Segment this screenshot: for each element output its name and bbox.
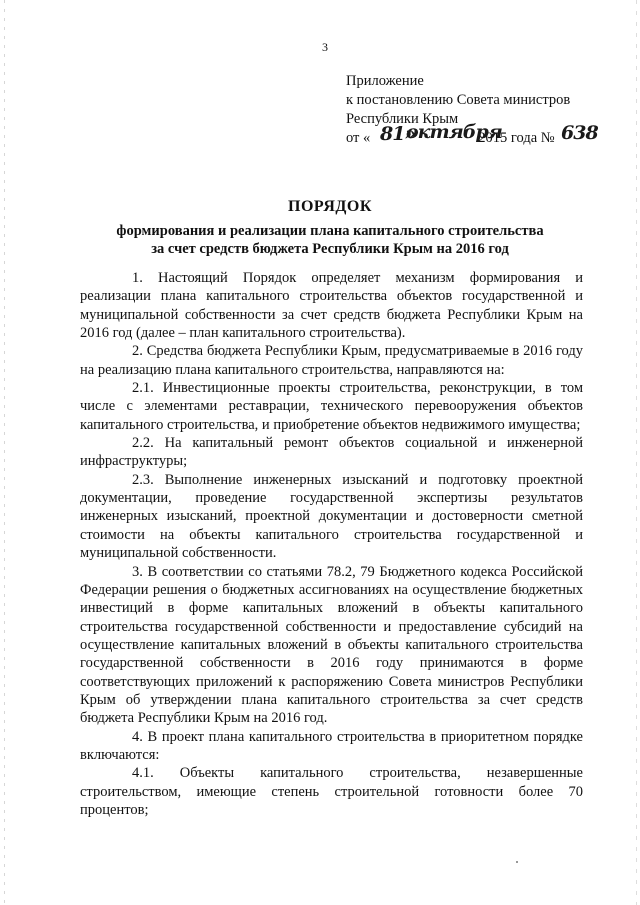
date-prefix: от « [346,130,371,146]
handwritten-month: октября [406,121,502,143]
paragraph-2-3: 2.3. Выполнение инженерных изысканий и подготовку проектной документации, проведение государственной экспертизы результатов инженерных изысканий, проектной документации и достоверности сметной стоимости на объекты капитального строительства государственной и муниципальной собственности. [80,471,583,562]
appendix-line-3: Республики Крым [346,111,459,127]
handwritten-day: 81» [380,123,416,145]
document-title [80,198,580,258]
appendix-header [346,72,598,148]
title-line-1: формирования и реализации плана капитального строительства [116,223,544,239]
handwritten-number: 638 [561,122,598,144]
appendix-line-1: Приложение [346,73,424,89]
scan-edge-left [4,0,5,905]
title-main: ПОРЯДОК [288,198,372,215]
appendix-date-line [346,121,598,148]
page-number: 3 [322,40,328,54]
paragraph-4-1: 4.1. Объекты капитального строительства, незавершенные строительством, имеющие степень строительной готовности более 70 процентов; [80,765,583,818]
scan-speck [516,861,518,863]
paragraph-2: 2. Средства бюджета Республики Крым, предусматриваемые в 2016 году на реализацию плана капитального строительства, направляются на: [80,343,583,378]
document-body [80,269,583,819]
date-year: 2015 года № [478,130,555,146]
appendix-line-2: к постановлению Совета министров [346,92,571,108]
paragraph-1: 1. Настоящий Порядок определяет механизм формирования и реализации плана капитального строительства объектов государственной и муниципальной собственности за счет средств бюджета Республики Крым на 2016 год (далее – план капитального строительства). [80,270,583,342]
scan-edge-right [636,0,637,905]
paragraph-2-2: 2.2. На капитальный ремонт объектов социальной и инженерной инфраструктуры; [80,435,583,470]
paragraph-2-1: 2.1. Инвестиционные проекты строительства, реконструкции, в том числе с элементами реставрации, технического перевооружения объектов капитального строительства, и приобретение объектов недвижимого имущества; [80,380,583,433]
paragraph-4: 4. В проект плана капитального строительства в приоритетном порядке включаются: [80,728,583,763]
paragraph-3: 3. В соответствии со статьями 78.2, 79 Бюджетного кодекса Российской Федерации решения о бюджетных ассигнованиях на осуществление бюджетных инвестиций в форме капитальных вложений в объекты капитального строительства государственной собственности и предоставление субсидий на осуществление капитальных вложений в объекты капитального строительства государственной собственности в 2016 году принимаются в форме соответствующих приложений к распоряжению Совета министров Республики Крым об утверждении плана капитального строительства за счет средств бюджета Республики Крым на 2016 год. [80,563,583,727]
title-line-2: за счет средств бюджета Республики Крым на 2016 год [151,241,509,257]
